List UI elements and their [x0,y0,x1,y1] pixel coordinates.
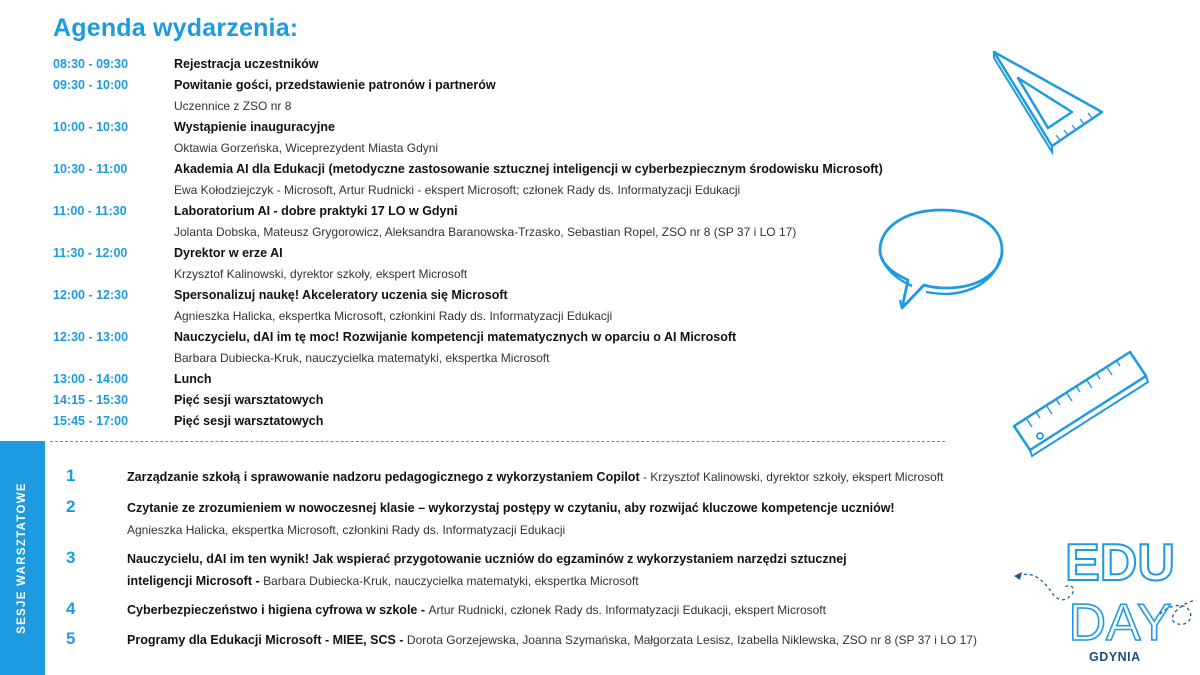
agenda-title: Nauczycielu, dAI im tę moc! Rozwijanie kompetencji matematycznych w oparciu o AI Microsoft [174,330,737,344]
agenda-speakers: Agnieszka Halicka, ekspertka Microsoft, członkini Rady ds. Informatyzacji Edukacji [174,309,613,323]
agenda-time: 12:30 - 13:00 [53,330,129,344]
workshop-number: 4 [66,599,76,618]
agenda-title: Dyrektor w erze AI [174,246,283,260]
agenda-time: 11:00 - 11:30 [53,204,127,218]
agenda-title: Lunch [174,372,212,386]
agenda-title: Pięć sesji warsztatowych [174,393,324,407]
workshop-item [66,548,1006,592]
workshop-line [127,599,1006,621]
agenda-row [53,285,953,306]
agenda-row [53,390,953,411]
workshop-number: 3 [66,548,76,567]
workshop-number: 5 [66,629,76,648]
logo-line2: DAY [1068,594,1172,652]
workshop-number: 2 [66,497,76,516]
agenda-title: Laboratorium AI - dobre praktyki 17 LO w Gdyni [174,204,458,218]
agenda-row [53,75,953,96]
workshop-presenter: Artur Rudnicki, członek Rady ds. Informatyzacji Edukacji, ekspert Microsoft [428,603,826,617]
workshop-line [127,519,1006,541]
agenda-time: 14:15 - 15:30 [53,393,129,407]
workshop-line [127,497,1006,519]
workshop-title: Cyberbezpieczeństwo i higiena cyfrowa w szkole - [127,603,429,617]
triangle-ruler-icon [990,50,1110,150]
workshop-item [66,629,1006,651]
workshop-line [127,570,1006,592]
agenda-row [53,327,953,348]
workshop-item [66,497,1006,541]
page-title: Agenda wydarzenia: [53,14,299,42]
workshops-section-label: SESJE WARSZTATOWE [16,482,28,634]
workshop-presenter: Agnieszka Halicka, ekspertka Microsoft, członkini Rady ds. Informatyzacji Edukacji [127,523,566,537]
workshop-presenter: Dorota Gorzejewska, Joanna Szymańska, Małgorzata Lesisz, Izabella Niklewska, ZSO nr 8 (SP 37 i LO 17) [406,633,977,647]
agenda-time: 09:30 - 10:00 [53,78,129,92]
agenda-title: Spersonalizuj naukę! Akceleratory uczenia się Microsoft [174,288,508,302]
agenda-speakers: Krzysztof Kalinowski, dyrektor szkoły, ekspert Microsoft [174,267,468,281]
agenda-title: Rejestracja uczestników [174,57,319,71]
workshop-presenter: - Krzysztof Kalinowski, dyrektor szkoły, ekspert Microsoft [639,470,944,484]
workshop-title: Czytanie ze zrozumieniem w nowoczesnej klasie – wykorzystaj postępy w czytaniu, aby rozwijać kluczowe kompetencje uczniów! [127,501,895,515]
agenda-row [53,243,953,264]
agenda-row [53,117,953,138]
workshop-line [127,548,1006,570]
workshop-presenter: Barbara Dubiecka-Kruk, nauczycielka matematyki, ekspertka Microsoft [263,574,639,588]
agenda-list [53,54,953,432]
workshop-title: Zarządzanie szkołą i sprawowanie nadzoru pedagogicznego z wykorzystaniem Copilot [127,470,640,484]
workshop-title: Programy dla Edukacji Microsoft - MIEE, SCS - [127,633,407,647]
agenda-row [53,411,953,432]
agenda-row [53,369,953,390]
agenda-time: 13:00 - 14:00 [53,372,129,386]
agenda-title: Powitanie gości, przedstawienie patronów i partnerów [174,78,496,92]
agenda-row [53,201,953,222]
eduday-logo [1065,528,1175,652]
section-divider [50,441,945,442]
agenda-time: 08:30 - 09:30 [53,57,129,71]
agenda-time: 10:30 - 11:00 [53,162,128,176]
ruler-icon [1010,348,1150,458]
logo-line1: EDU [1065,534,1175,592]
logo-city: GDYNIA [1089,650,1141,664]
agenda-speakers: Uczennice z ZSO nr 8 [174,99,292,113]
agenda-time: 11:30 - 12:00 [53,246,128,260]
agenda-time: 12:00 - 12:30 [53,288,129,302]
agenda-title: Wystąpienie inauguracyjne [174,120,335,134]
workshop-number: 1 [66,466,76,485]
workshop-title: inteligencji Microsoft - [127,574,264,588]
agenda-title: Akademia AI dla Edukacji (metodyczne zastosowanie sztucznej inteligencji w cyberbezpiecznym środowisku Microsoft) [174,162,883,176]
workshop-line [127,629,1006,651]
agenda-speakers: Oktawia Gorzeńska, Wiceprezydent Miasta Gdyni [174,141,439,155]
speech-bubble-icon [872,200,1012,315]
agenda-speakers: Ewa Kołodziejczyk - Microsoft, Artur Rudnicki - ekspert Microsoft; członek Rady ds. Informatyzacji Edukacji [174,183,741,197]
workshop-line [127,466,1006,488]
agenda-title: Pięć sesji warsztatowych [174,414,324,428]
agenda-row [53,159,953,180]
agenda-time: 15:45 - 17:00 [53,414,129,428]
workshop-title: Nauczycielu, dAI im ten wynik! Jak wspierać przygotowanie uczniów do egzaminów z wykorzystaniem narzędzi sztucznej [127,552,847,566]
workshop-item [66,599,1006,621]
agenda-speakers: Barbara Dubiecka-Kruk, nauczycielka matematyki, ekspertka Microsoft [174,351,550,365]
workshop-item [66,466,1006,488]
agenda-speakers: Jolanta Dobska, Mateusz Grygorowicz, Aleksandra Baranowska-Trzasko, Sebastian Ropel, ZSO nr 8 (SP 37 i LO 17) [174,225,797,239]
agenda-time: 10:00 - 10:30 [53,120,129,134]
agenda-row [53,54,953,75]
